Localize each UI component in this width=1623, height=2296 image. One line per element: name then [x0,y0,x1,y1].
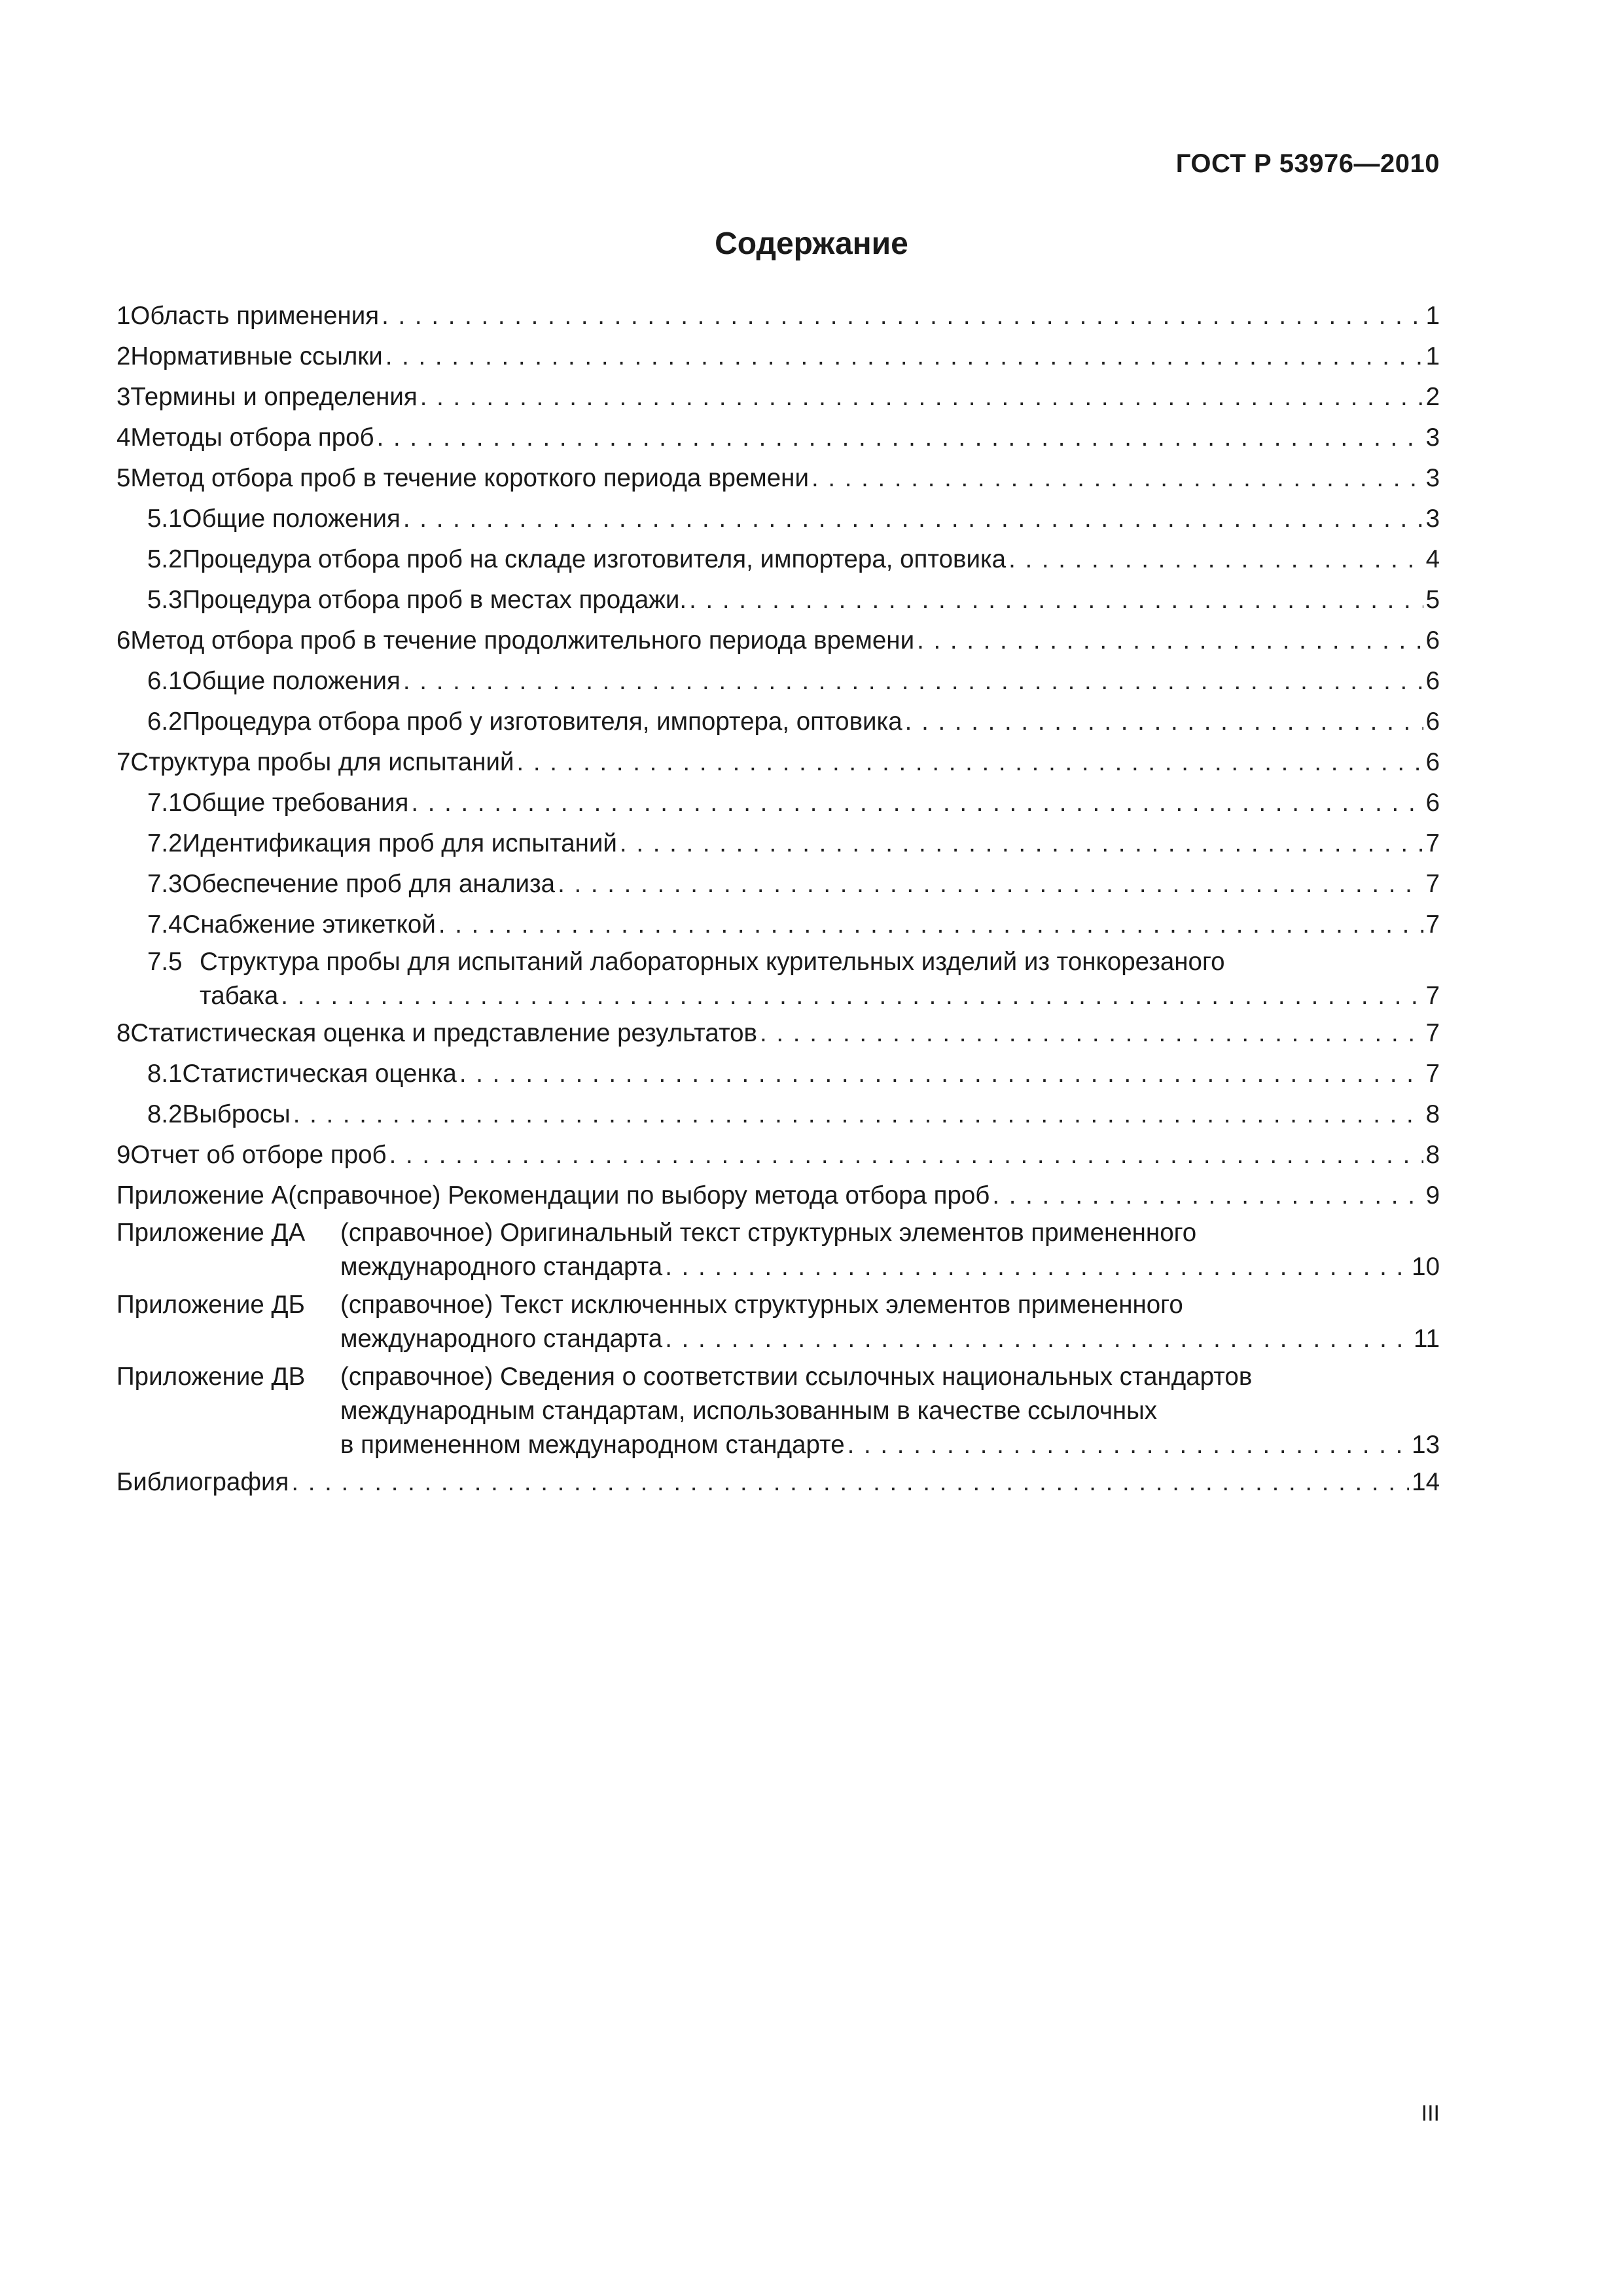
toc-entry[interactable] [116,539,1440,580]
toc-entry[interactable] [116,620,1440,661]
toc-label: Процедура отбора проб на складе изготовителя, импортера, оптовика [182,545,1007,573]
toc-page: 14 [1412,1468,1440,1496]
table-of-contents [116,296,1440,1503]
leader-dots [291,1462,1409,1503]
toc-page: 7 [1425,829,1440,857]
toc-title: Содержание [715,226,908,261]
toc-entry[interactable] [116,783,1440,823]
leader-dots [665,1250,1409,1284]
leader-dots [385,336,1423,377]
toc-page: 2 [1425,383,1440,411]
toc-number: 7.2 [147,829,183,857]
toc-entry[interactable] [116,1094,1440,1135]
toc-number: 5 [116,464,131,492]
appendix-name: Приложение А [116,1181,289,1210]
toc-entry[interactable] [116,905,1440,945]
toc-label: Метод отбора проб в течение короткого периода времени [130,464,809,492]
toc-page: 5 [1425,586,1440,614]
toc-label: Процедура отбора проб у изготовителя, импортера, оптовика [182,708,902,736]
leader-dots [1008,539,1423,580]
toc-page: 3 [1425,423,1440,452]
appendix-label: (справочное) Оригинальный текст структурных элементов примененного [340,1219,1197,1247]
leader-dots [992,1175,1423,1216]
appendix-label-continued: в примененном международном стандарте [340,1431,845,1459]
toc-label: Методы отбора проб [130,423,374,452]
toc-entry[interactable] [116,864,1440,905]
toc-entry[interactable] [116,702,1440,742]
leader-dots [293,1094,1423,1135]
page-number: III [1421,2101,1440,2126]
toc-bibliography-entry[interactable] [116,1462,1440,1503]
toc-entry[interactable] [116,1054,1440,1094]
toc-page: 11 [1414,1325,1440,1353]
toc-label: Метод отбора проб в течение продолжительного периода времени [130,626,915,655]
leader-dots [420,377,1423,418]
toc-page: 6 [1425,748,1440,776]
toc-label: Термины и определения [130,383,418,411]
toc-label: Процедура отбора проб в местах продажи. [182,586,687,614]
toc-entry[interactable] [116,580,1440,620]
toc-entry[interactable] [116,418,1440,458]
toc-number: 6.1 [147,667,183,695]
toc-label: Статистическая оценка [182,1060,457,1088]
leader-dots [411,783,1423,823]
appendix-label-continued: международного стандарта [340,1253,663,1281]
toc-page: 8 [1425,1141,1440,1169]
toc-page: 8 [1425,1100,1440,1128]
leader-dots [905,702,1423,742]
appendix-label: (справочное) Сведения о соответствии ссылочных национальных стандартов [340,1363,1253,1391]
bibliography-label: Библиография [116,1468,289,1496]
toc-entry[interactable] [116,1135,1440,1175]
toc-page: 7 [1425,1019,1440,1047]
toc-page: 9 [1425,1181,1440,1210]
toc-number: 7 [116,748,131,776]
toc-page: 13 [1412,1431,1440,1459]
leader-dots [281,979,1423,1013]
toc-number: 8.1 [147,1060,183,1088]
toc-page: 3 [1425,464,1440,492]
toc-number: 6.2 [147,708,183,736]
leader-dots [382,296,1423,336]
appendix-label-continued: международного стандарта [340,1325,663,1353]
toc-appendix-entry[interactable] [116,1288,1440,1356]
leader-dots [377,418,1423,458]
leader-dots [917,620,1423,661]
leader-dots [403,499,1423,539]
appendix-label-continued: международным стандартам, использованным в качестве ссылочных [340,1397,1158,1425]
toc-appendix-entry[interactable] [116,1216,1440,1284]
leader-dots [403,661,1423,702]
leader-dots [665,1322,1411,1356]
toc-label: Общие положения [182,667,401,695]
toc-page: 6 [1425,667,1440,695]
toc-label-continued: табака [200,982,279,1010]
leader-dots [689,580,1423,620]
toc-entry[interactable] [116,458,1440,499]
toc-page: 7 [1425,982,1440,1010]
toc-entry[interactable] [116,661,1440,702]
leader-dots [459,1054,1423,1094]
toc-number: 4 [116,423,131,452]
toc-number: 6 [116,626,131,655]
appendix-name: Приложение ДБ [116,1291,305,1319]
toc-page: 6 [1425,789,1440,817]
toc-page: 3 [1425,505,1440,533]
toc-number: 7.3 [147,870,183,898]
toc-page: 10 [1412,1253,1440,1281]
leader-dots [389,1135,1423,1175]
toc-number: 7.4 [147,910,183,939]
toc-number: 7.5 [147,948,183,976]
toc-page: 7 [1425,870,1440,898]
toc-page: 1 [1425,302,1440,330]
toc-page: 4 [1425,545,1440,573]
toc-number: 2 [116,342,131,370]
toc-label: Область применения [130,302,380,330]
toc-label: Снабжение этикеткой [182,910,436,939]
toc-number: 1 [116,302,131,330]
leader-dots [438,905,1423,945]
document-code: ГОСТ Р 53976—2010 [1175,149,1440,178]
appendix-label: (справочное) Рекомендации по выбору метода отбора проб [288,1181,990,1210]
toc-number: 8 [116,1019,131,1047]
toc-label: Обеспечение проб для анализа [182,870,556,898]
toc-number: 7.1 [147,789,183,817]
toc-appendix-entry[interactable] [116,1175,1440,1216]
toc-page: 7 [1425,910,1440,939]
toc-number: 9 [116,1141,131,1169]
toc-entry[interactable] [116,1013,1440,1054]
appendix-name: Приложение ДВ [116,1363,306,1391]
toc-entry[interactable] [116,377,1440,418]
toc-entry[interactable] [116,823,1440,864]
toc-label: Структура пробы для испытаний лабораторных курительных изделий из тонкорезаного [200,948,1225,976]
toc-label: Нормативные ссылки [130,342,383,370]
toc-entry[interactable] [116,945,1440,1013]
toc-entry[interactable] [116,296,1440,336]
leader-dots [812,458,1423,499]
leader-dots [620,823,1423,864]
toc-label: Отчет об отборе проб [130,1141,387,1169]
toc-label: Выбросы [182,1100,291,1128]
toc-number: 5.3 [147,586,183,614]
toc-label: Идентификация проб для испытаний [182,829,617,857]
appendix-label: (справочное) Текст исключенных структурных элементов примененного [340,1291,1183,1319]
toc-page: 1 [1425,342,1440,370]
leader-dots [517,742,1423,783]
toc-number: 5.1 [147,505,183,533]
leader-dots [847,1428,1410,1462]
toc-page: 7 [1425,1060,1440,1088]
leader-dots [760,1013,1423,1054]
toc-label: Общие требования [182,789,409,817]
toc-label: Общие положения [182,505,401,533]
toc-page: 6 [1425,708,1440,736]
toc-label: Статистическая оценка и представление результатов [130,1019,758,1047]
toc-page: 6 [1425,626,1440,655]
toc-number: 3 [116,383,131,411]
toc-entry[interactable] [116,336,1440,377]
leader-dots [558,864,1423,905]
toc-appendix-entry[interactable] [116,1360,1440,1462]
toc-number: 8.2 [147,1100,183,1128]
toc-entry[interactable] [116,742,1440,783]
toc-number: 5.2 [147,545,183,573]
appendix-name: Приложение ДА [116,1219,306,1247]
toc-entry[interactable] [116,499,1440,539]
toc-label: Структура пробы для испытаний [130,748,514,776]
